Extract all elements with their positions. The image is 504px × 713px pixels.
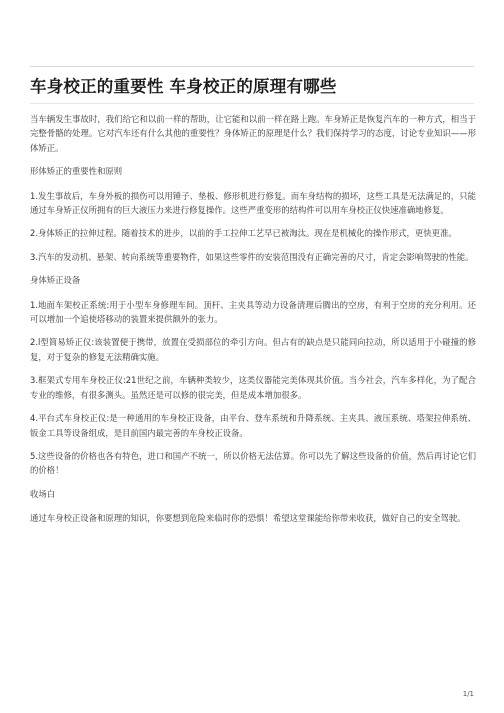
body-paragraph: 3.汽车的发动机、悬架、转向系统等重要物件，如果这些零件的安装范围没有正确完善的尺寸，肯定会影响驾驶的性能。 [30, 251, 474, 262]
body-paragraph: 2.身体矫正的拉伸过程。随着技术的进步，以前的手工拉伸工艺早已被淘汰。现在是机械化的操作形式，更快更准。 [30, 228, 457, 239]
section-heading: 形体矫正的重要性和原则 [30, 166, 123, 177]
body-paragraph: 2.l型简易矫正仪:该装置便于携带，放置在受损部位的牵引方向。但占有的缺点是只能同向拉动，所以适用于小碰撞的修复，对于复杂的修复无法精确实施。 [30, 337, 476, 362]
body-paragraph: 4.平台式车身校正仪:是一种通用的车身校正设备，由平台、登车系统和升降系统、主夹具、液压系统、塔架拉伸系统、钣金工具等设备组成，是目前国内最完善的车身校正设备。 [30, 413, 476, 438]
title-divider [30, 103, 474, 104]
page-number: 1/1 [462, 690, 474, 698]
section-heading: 身体矫正设备 [30, 275, 81, 286]
body-paragraph: 5.这些设备的价格也各有特色，进口和国产不统一，所以价格无法估算。你可以先了解这些设备的价值，然后再讨论它们的价格！ [30, 450, 476, 476]
section-heading: 收场白 [30, 488, 56, 499]
body-paragraph: 1.发生事故后，车身外板的损伤可以用锤子、垫板、修形机进行修复。而车身结构的损坏，这些工具是无法满足的，只能通过车身矫正仪所拥有的巨大液压力来进行修复操作。这些严重变形的结构件可以用车身校正仪快速准确地修复。 [30, 190, 476, 216]
body-paragraph: 1.地面车架校正系统:用于小型车身修理车间。顶杆、主夹具等动力设备清理后腾出的空房，有利于空房的充分利用。还可以增加一个追使塔移动的装置来提供额外的张力。 [30, 299, 476, 325]
page-title: 车身校正的重要性 车身校正的原理有哪些 [30, 77, 337, 96]
intro-paragraph: 当车辆发生事故时，我们给它和以前一样的帮助，让它能和以前一样在路上跑。车身矫正是恢复汽车的一种方式，相当于完整骨骼的处理。它对汽车还有什么其他的重要性？身体矫正的原理是什么？我们保持学习的态度，讨论专业知识——形体矫正。 [30, 114, 476, 153]
top-divider [30, 66, 474, 67]
conclusion-paragraph: 通过车身校正设备和原理的知识，你要想到危险来临时你的恐惧！希望这堂课能给你带来收获，做好自己的安全驾驶。 [30, 513, 466, 524]
body-paragraph: 3.框架式专用车身校正仪:21世纪之前，车辆种类较少，这类仪器能完美体现其价值。当今社会，汽车多样化，为了配合专业的维修，有很多测头。虽然还是可以修的很完美，但是成本增加很多。 [30, 375, 476, 400]
article-body [30, 112, 476, 535]
